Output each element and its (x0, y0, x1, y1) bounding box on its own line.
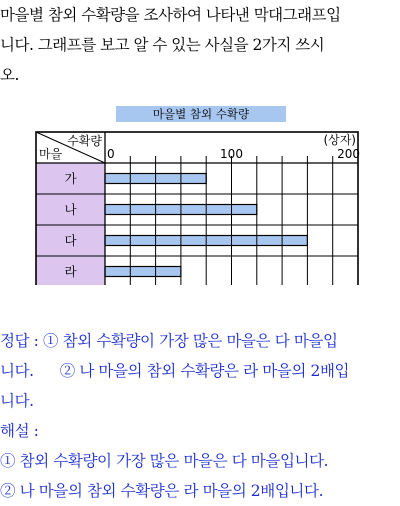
unit-label: (상자) (323, 133, 356, 147)
bar-chart (0, 130, 400, 285)
category-label: 가 (64, 171, 77, 186)
answer-line-2 (0, 356, 400, 386)
tick-label: 0 (107, 147, 115, 161)
category-label: 다 (64, 233, 77, 248)
question-line-3: 오. (0, 66, 19, 84)
tick-label: 100 (220, 147, 243, 161)
explanation-line-1: ① 참외 수확량이 가장 많은 마을은 다 마을입니다. (0, 452, 329, 470)
answer-line-2b: ② 나 마을의 참외 수확량은 라 마을의 2배입 (59, 362, 350, 380)
question-line-1: 마을별 참외 수확량을 조사하여 나타낸 막대그래프입 (0, 6, 341, 24)
corner-label-village: 마을 (39, 147, 63, 161)
answer-line-1: 정답 : ① 참외 수확량이 가장 많은 마을은 다 마을입 (0, 332, 338, 350)
answer-section (0, 326, 400, 506)
chart-title: 마을별 참외 수확량 (116, 106, 286, 122)
bar-4 (105, 267, 181, 277)
question-text (0, 0, 400, 90)
explanation-line-2: ② 나 마을의 참외 수확량은 라 마을의 2배입니다. (0, 482, 324, 500)
question-line-2: 니다. 그래프를 보고 알 수 있는 사실을 2가지 쓰시 (0, 36, 325, 54)
answer-line-3: 니다. (0, 392, 34, 410)
corner-label-quantity: 수확량 (67, 134, 102, 148)
category-label: 라 (64, 264, 77, 279)
tick-label: 200 (337, 147, 360, 161)
category-label: 나 (64, 202, 77, 217)
answer-line-2a: 니다. (0, 362, 34, 380)
explanation-label: 해설 : (0, 422, 39, 440)
